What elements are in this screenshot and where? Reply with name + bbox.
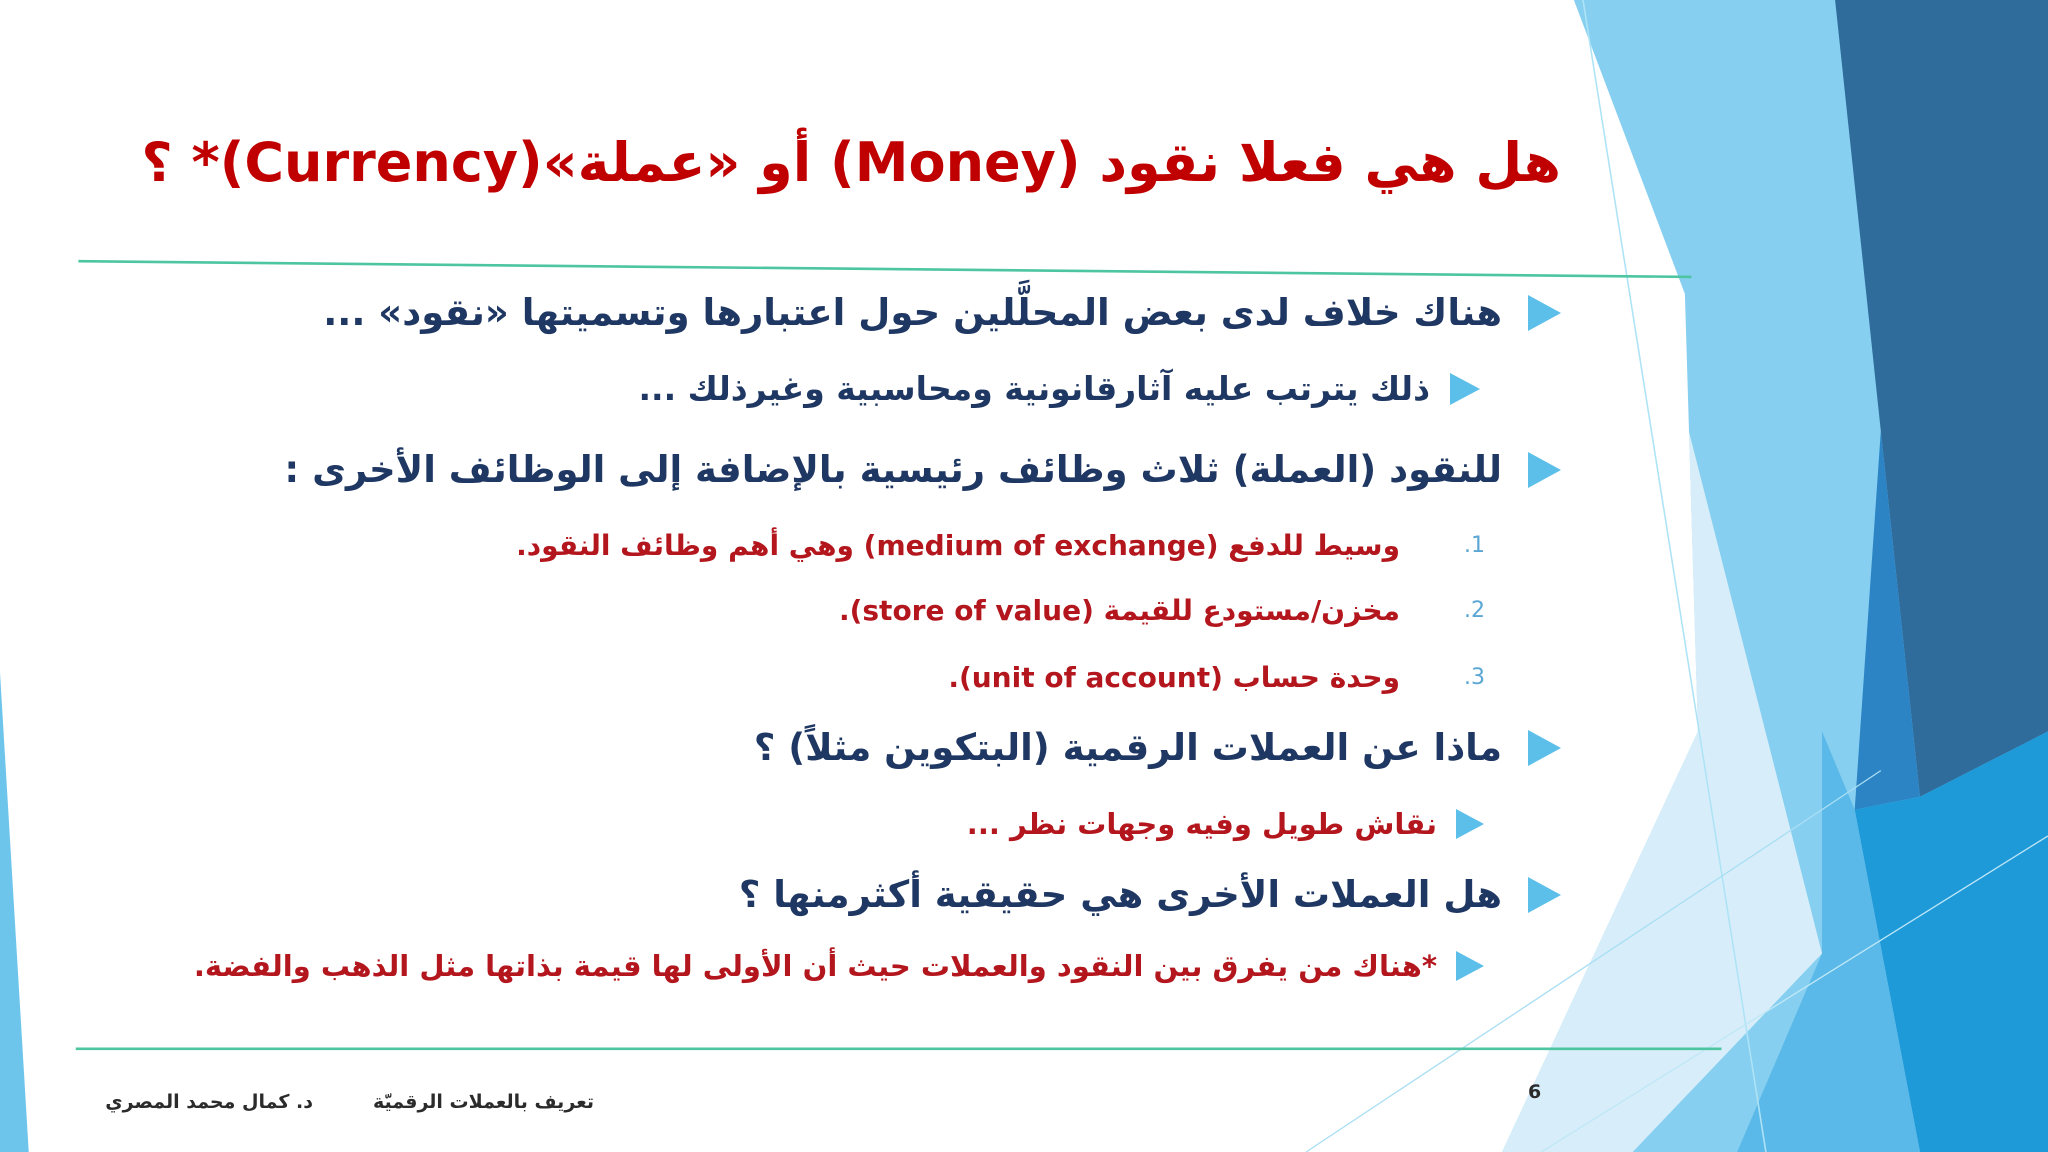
triangle-right-icon xyxy=(1450,373,1480,405)
list-number: 3. xyxy=(1464,665,1485,690)
numbered-item: مخزن/مستودع للقيمة (store of value). xyxy=(838,594,1400,627)
triangle-right-icon xyxy=(1528,730,1561,766)
list-number: 2. xyxy=(1464,598,1485,623)
triangle-right-icon xyxy=(1456,951,1484,981)
triangle-right-icon xyxy=(1528,295,1561,331)
footer-author: د. كمال محمد المصري xyxy=(105,1091,313,1113)
bullet-point: ماذا عن العملات الرقمية (البتكوين مثلاً) ؟ xyxy=(753,726,1502,769)
bullet-point: هناك خلاف لدى بعض المحلَّلين حول اعتبارها وتسميتها «نقود» ... xyxy=(323,291,1502,334)
decor-left-sliver xyxy=(0,673,29,1152)
triangle-right-icon xyxy=(1456,809,1484,839)
sub-point: *هناك من يفرق بين النقود والعملات حيث أن الأولى لها قيمة بذاتها مثل الذهب والفضة. xyxy=(193,949,1437,983)
numbered-item: وسيط للدفع (medium of exchange) وهي أهم وظائف النقود. xyxy=(516,529,1400,562)
list-number: 1. xyxy=(1464,533,1485,558)
bullet-point: للنقود (العملة) ثلاث وظائف رئيسية بالإضافة إلى الوظائف الأخرى : xyxy=(284,448,1502,491)
triangle-right-icon xyxy=(1528,452,1561,488)
footer-page-number: 6 xyxy=(1528,1081,1542,1103)
title-divider xyxy=(78,261,1691,277)
sub-point: ذلك يترتب عليه آثارقانونية ومحاسبية وغيرذلك ... xyxy=(638,369,1430,408)
numbered-item: وحدة حساب (unit of account). xyxy=(948,661,1400,694)
triangle-right-icon xyxy=(1528,877,1561,913)
slide-title: هل هي فعلا نقود (Money) أو «عملة»(Currency)* ؟ xyxy=(141,131,1561,194)
footer-topic: تعريف بالعملات الرقميّة xyxy=(373,1091,594,1113)
sub-point: نقاش طويل وفيه وجهات نظر ... xyxy=(966,807,1437,841)
bullet-point: هل العملات الأخرى هي حقيقية أكثرمنها ؟ xyxy=(738,873,1502,916)
